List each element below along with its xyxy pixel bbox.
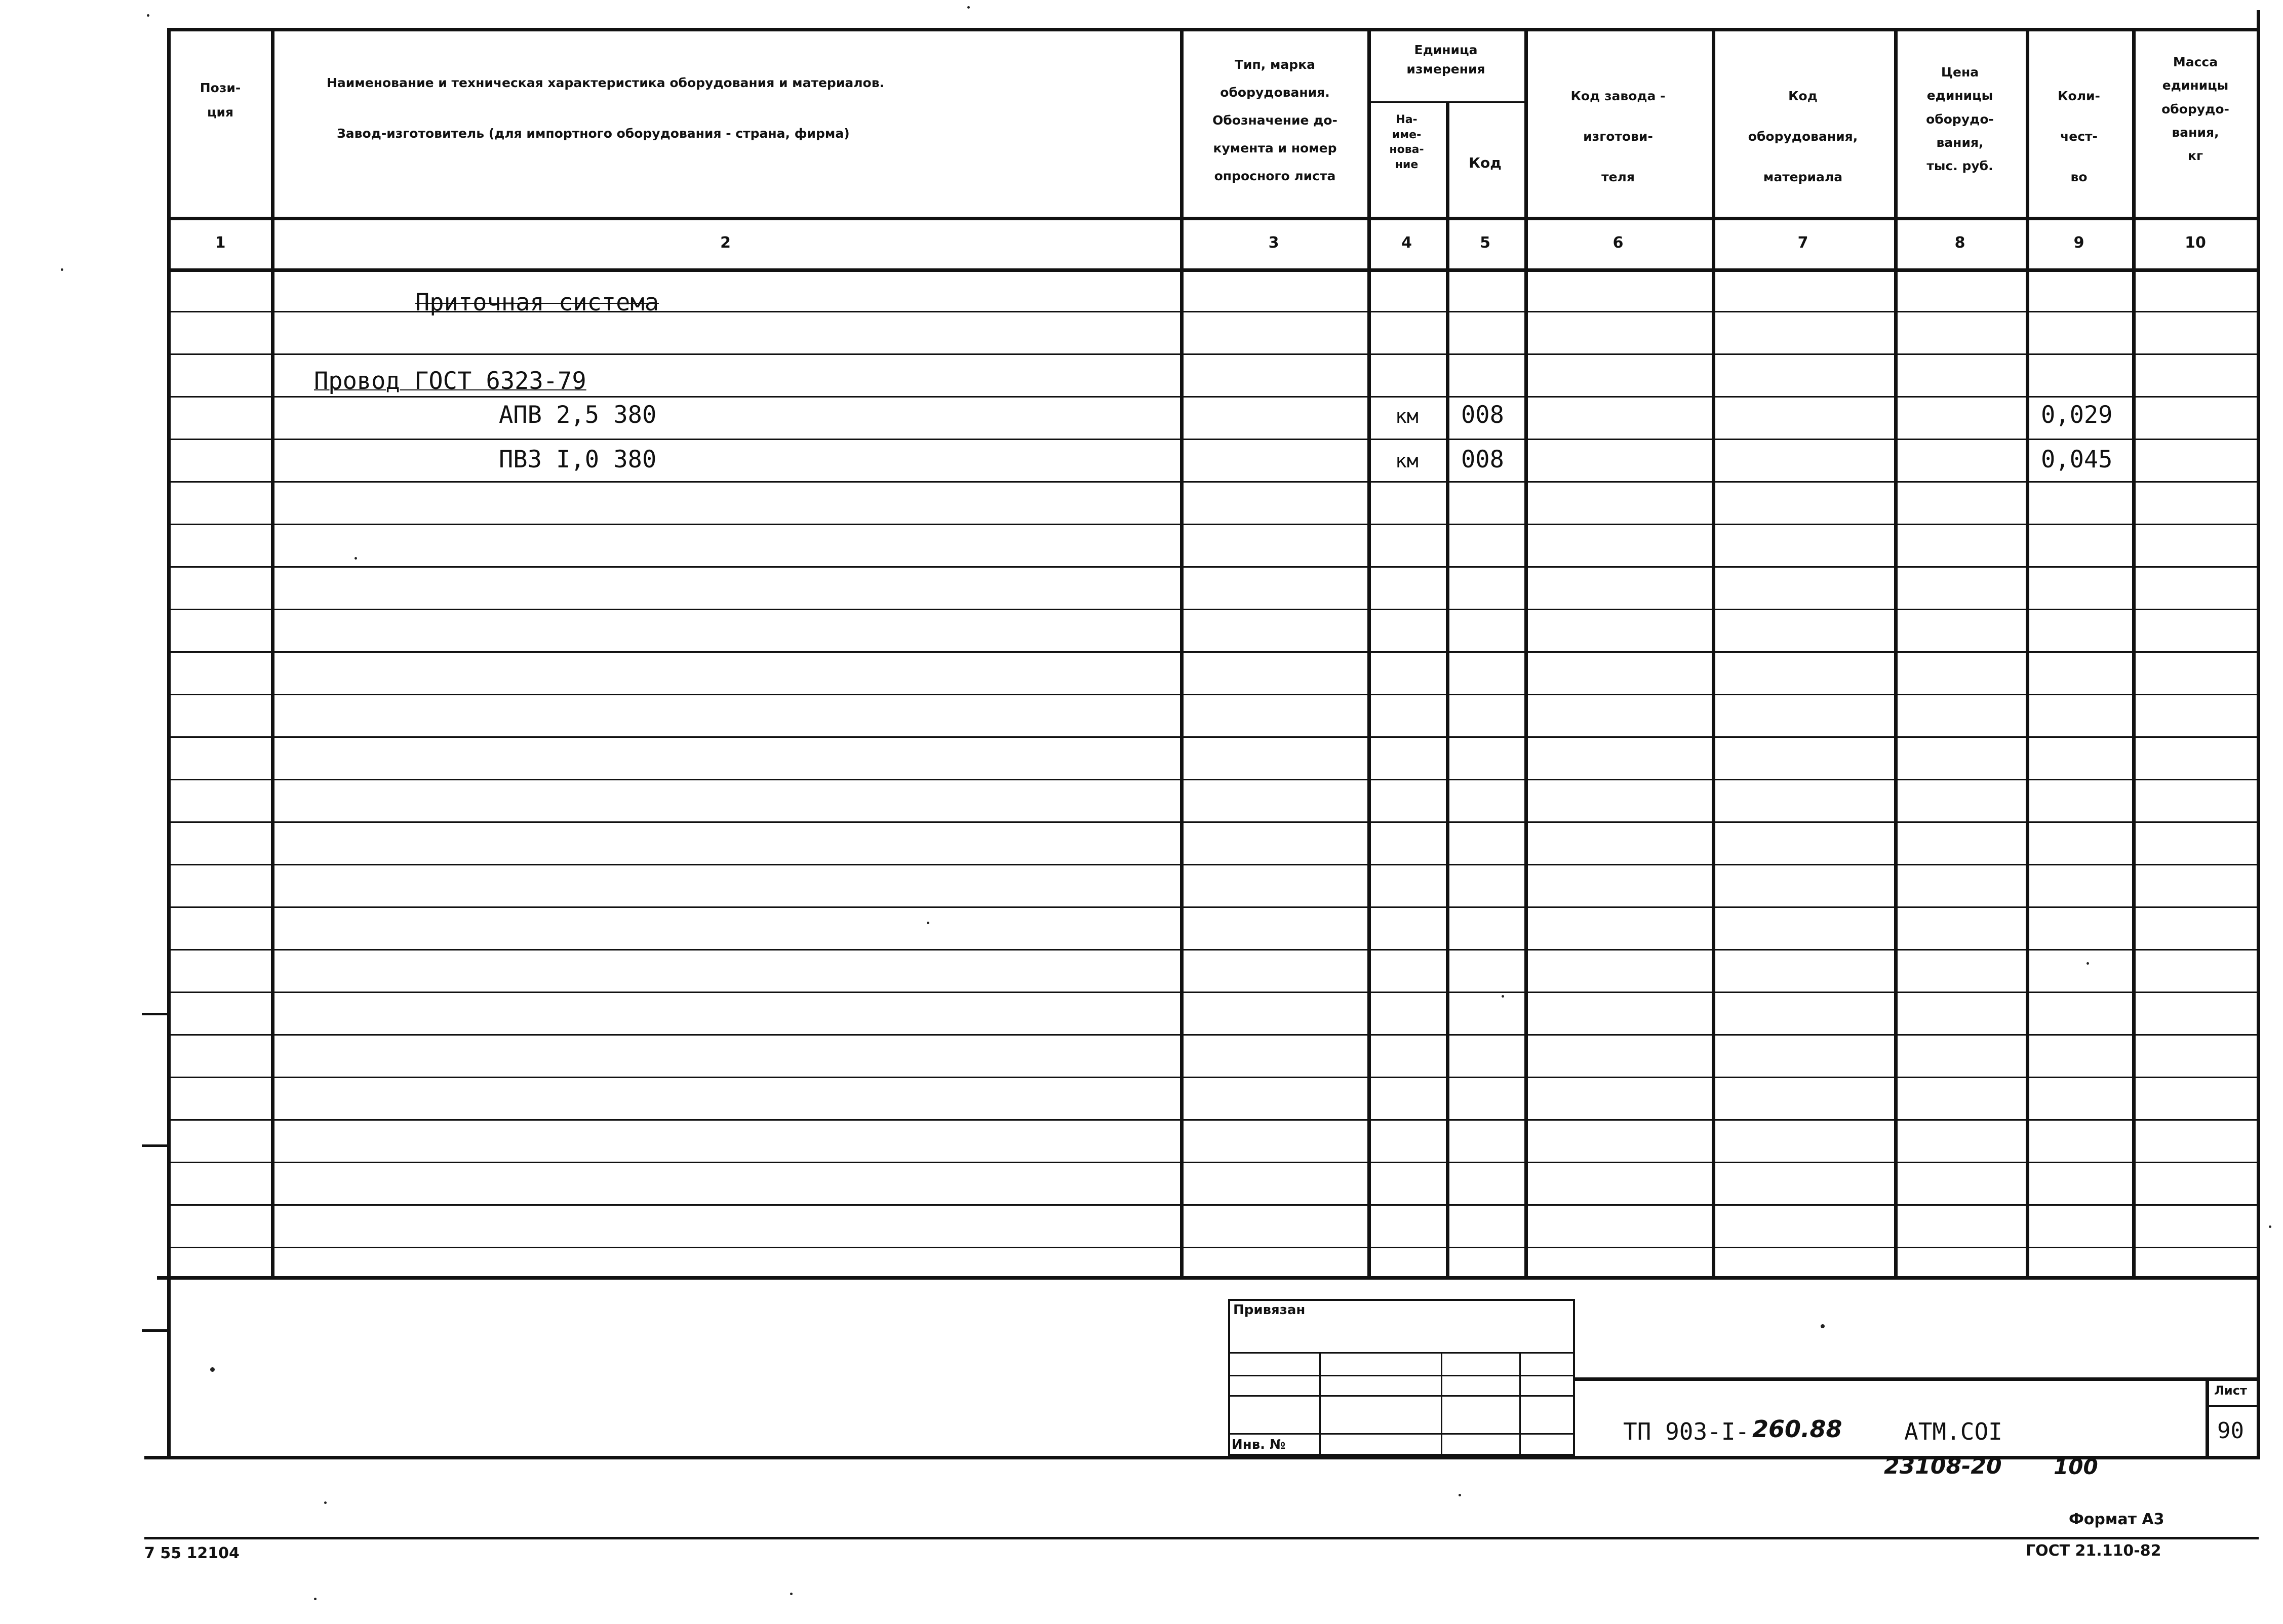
header-name-line2: Завод-изготовитель (для импортного оборудования - страна, фирма) (337, 126, 850, 141)
stamp-vline-3 (1519, 1352, 1521, 1456)
colnum-5: 5 (1480, 234, 1490, 252)
table-row-line (170, 906, 2257, 908)
col-line-1 (271, 28, 274, 1278)
group-title: Провод ГОСТ 6323-79 (314, 367, 586, 395)
edge-tick (142, 1013, 167, 1015)
scan-speck (927, 922, 929, 924)
doc-suffix: АТМ.COI (1904, 1418, 2002, 1445)
colnum-3: 3 (1268, 234, 1279, 252)
table-row-line (170, 1204, 2257, 1206)
stamp-vline-2 (1441, 1352, 1442, 1456)
header-bottom-line (167, 217, 2259, 220)
frame-right-line (2257, 10, 2260, 1458)
doc-block-top-line (1575, 1377, 2259, 1381)
stamp-line-4 (1228, 1433, 1575, 1435)
col-line-8 (2026, 28, 2029, 1278)
col-line-9 (2132, 28, 2136, 1278)
item-name: АПВ 2,5 380 (499, 401, 657, 429)
footer-line (144, 1537, 2259, 1539)
header-position: Пози- ция (200, 81, 241, 120)
scan-speck (314, 1598, 317, 1600)
item-qty: 0,029 (2041, 401, 2113, 429)
col-line-6 (1712, 28, 1715, 1278)
stamp-inv-no: Инв. № (1232, 1437, 1286, 1452)
scan-speck (1502, 995, 1504, 998)
scan-speck (1459, 1494, 1461, 1496)
table-row-line (170, 992, 2257, 993)
item-code: 008 (1461, 446, 1504, 473)
table-row-line (170, 396, 2257, 398)
colnum-9: 9 (2073, 234, 2084, 252)
scan-speck (147, 14, 149, 17)
table-row-line (170, 1119, 2257, 1121)
item-name: ПВЗ I,0 380 (499, 446, 657, 473)
table-row-line (170, 609, 2257, 610)
scan-speck (210, 1367, 215, 1372)
table-row-line (170, 821, 2257, 823)
hand-code: 23108-20 (1884, 1453, 2002, 1479)
stamp-privyazan: Привязан (1233, 1302, 1306, 1318)
scan-speck (967, 6, 970, 9)
col-line-7 (1894, 28, 1898, 1278)
doc-hand-number: 260.88 (1752, 1415, 1842, 1443)
stamp-vline-1 (1319, 1352, 1321, 1456)
scan-speck (2087, 962, 2089, 965)
col-line-4 (1446, 101, 1449, 1278)
table-row-line (170, 864, 2257, 865)
scan-speck (2269, 1225, 2271, 1228)
stamp-line-2 (1228, 1375, 1575, 1376)
header-quantity: Коли- чест- во (2058, 89, 2100, 184)
section-title: Приточная система (415, 289, 659, 316)
table-row-line (170, 524, 2257, 525)
frame-top-line (167, 28, 2259, 31)
table-row-line (170, 353, 2257, 355)
table-row-line (170, 439, 2257, 440)
header-unit-name: На- име- нова- ние (1389, 113, 1424, 172)
footer-left-code: 7 55 12104 (144, 1544, 240, 1562)
header-mass: Масса единицы оборудо- вания, кг (2161, 55, 2229, 163)
colnum-6: 6 (1612, 234, 1624, 252)
stamp-line-3 (1228, 1395, 1575, 1397)
table-row-line (170, 1247, 2257, 1248)
table-row-line (170, 1034, 2257, 1036)
table-row-line (170, 949, 2257, 950)
table-row-line (170, 566, 2257, 568)
header-name-line1: Наименование и техническая характеристика оборудования и материалов. (327, 75, 885, 90)
table-row-line (170, 481, 2257, 483)
colnum-8: 8 (1954, 234, 1965, 252)
table-row-line (170, 779, 2257, 780)
edge-tick (142, 1144, 167, 1147)
item-unit: км (1395, 405, 1419, 427)
scan-speck (1821, 1324, 1825, 1328)
colnum-1: 1 (215, 234, 226, 252)
colnum-2: 2 (720, 234, 731, 252)
stamp-line-1 (1228, 1352, 1575, 1354)
table-row-line (170, 1077, 2257, 1078)
scan-speck (790, 1593, 793, 1595)
item-qty: 0,045 (2041, 446, 2113, 473)
scan-speck (355, 557, 357, 560)
footer-gost: ГОСТ 21.110-82 (2026, 1542, 2161, 1560)
colnum-bottom-line (167, 268, 2259, 272)
scan-speck (324, 1501, 327, 1504)
colnum-7: 7 (1797, 234, 1808, 252)
table-row-line (170, 1162, 2257, 1163)
header-equipment-code: Код оборудования, материала (1748, 89, 1858, 184)
colnum-10: 10 (2185, 234, 2206, 252)
header-type: Тип, марка оборудования. Обозначение до- кумента и номер опросного листа (1212, 57, 1337, 183)
item-code: 008 (1461, 401, 1504, 429)
item-unit: км (1395, 450, 1419, 472)
header-price: Цена единицы оборудо- вания, тыс. руб. (1926, 65, 1994, 173)
col-line-5 (1524, 28, 1528, 1278)
sheet-label: Лист (2214, 1383, 2247, 1398)
stamp-box (1228, 1299, 1575, 1456)
col-line-3 (1367, 28, 1371, 1278)
hand-number: 100 (2054, 1454, 2098, 1479)
sheet-box-mid-line (2206, 1405, 2259, 1407)
sheet-box-left-line (2206, 1377, 2209, 1458)
header-factory-code: Код завода - изготови- теля (1570, 89, 1666, 184)
footer-format: Формат А3 (2069, 1511, 2164, 1528)
sheet-number: 90 (2217, 1418, 2244, 1444)
scan-speck (61, 268, 63, 271)
col-line-2 (1180, 28, 1184, 1278)
header-unit: Единица измерения (1406, 43, 1485, 76)
frame-left-line (167, 28, 171, 1456)
unit-group-line (1367, 101, 1526, 103)
colnum-4: 4 (1401, 234, 1412, 252)
edge-tick (142, 1329, 167, 1332)
table-bottom-line (157, 1276, 2259, 1280)
table-row-line (170, 736, 2257, 738)
header-unit-code: Код (1469, 154, 1502, 171)
doc-prefix: ТП 903-I- (1623, 1418, 1750, 1445)
table-row-line (170, 651, 2257, 653)
table-row-line (170, 694, 2257, 695)
